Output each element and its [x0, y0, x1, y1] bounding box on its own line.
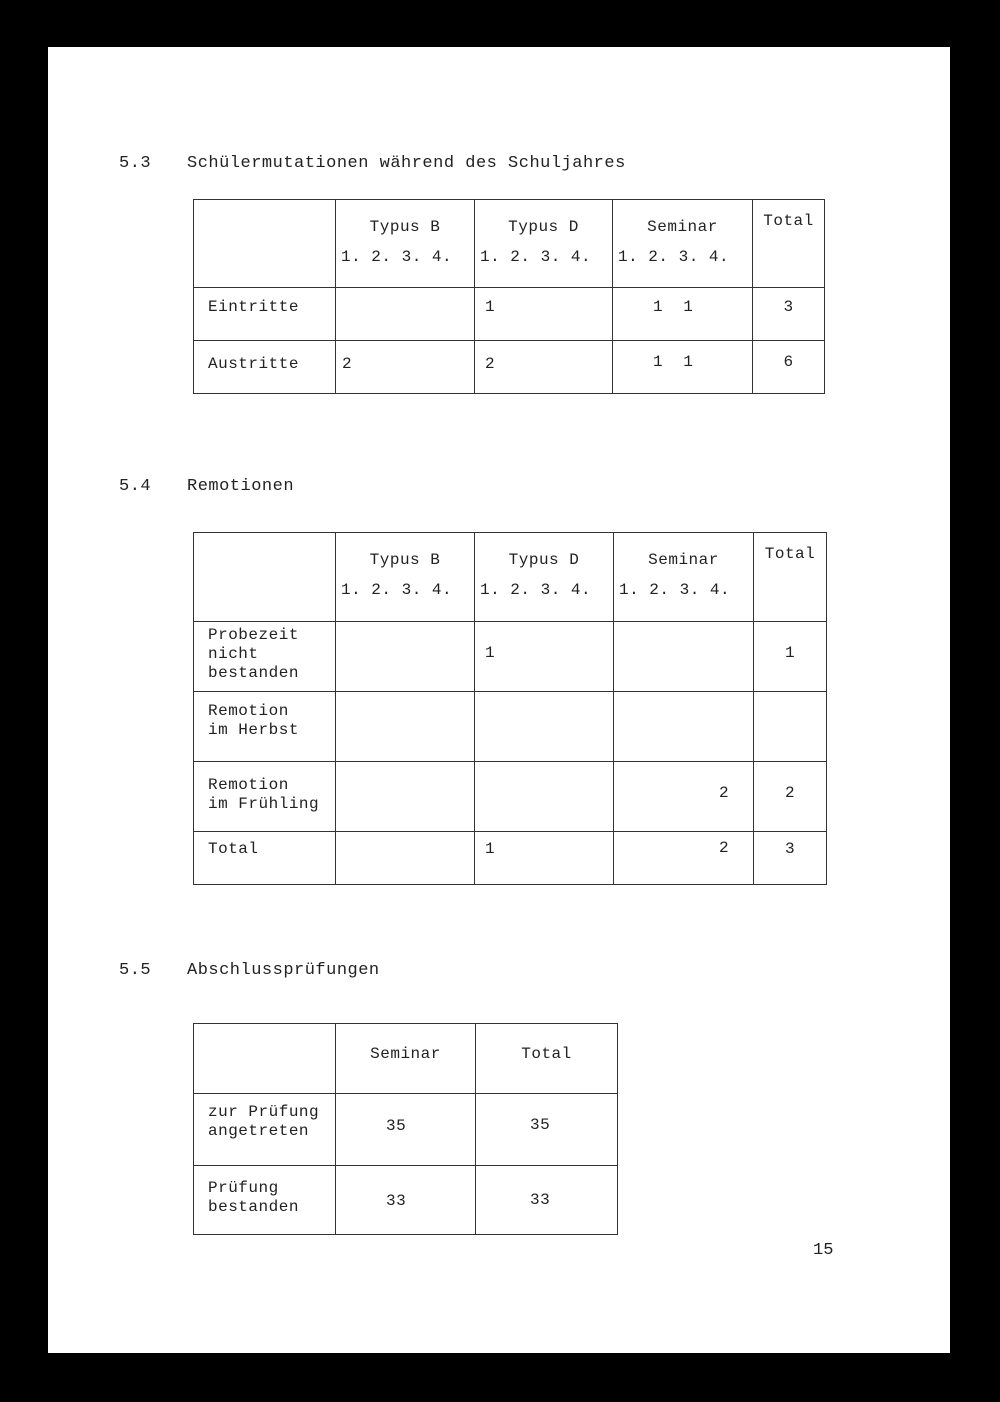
row-label: Eintritte — [194, 288, 336, 341]
table-row — [194, 692, 827, 762]
cell-total: 6 — [753, 341, 825, 394]
cell-total — [754, 692, 827, 762]
header-label: Seminar — [647, 218, 718, 236]
cell-typus-b: 2 — [336, 341, 475, 394]
header-label: Typus D — [508, 551, 580, 569]
cell-typus-b — [336, 288, 475, 341]
row-label: Austritte — [194, 341, 336, 394]
table-row — [194, 1094, 618, 1166]
row-label: Prüfung bestanden — [194, 1166, 336, 1235]
cell-typus-d — [475, 762, 614, 832]
header-total: Total — [754, 533, 827, 622]
cell-total: 33 — [476, 1166, 618, 1235]
table-header-row — [194, 200, 825, 288]
row-label: Remotion im Frühling — [194, 762, 336, 832]
table-row — [194, 762, 827, 832]
header-seminar: Seminar — [336, 1024, 476, 1094]
cell-total: 3 — [753, 288, 825, 341]
header-typus-b — [336, 533, 475, 622]
header-sub: 1. 2. 3. 4. — [480, 248, 592, 266]
cell-typus-d — [475, 692, 614, 762]
section-number: 5.3 — [119, 154, 152, 173]
cell-seminar: 1 1 — [613, 288, 753, 341]
header-typus-d — [475, 533, 614, 622]
mutations-table — [193, 199, 825, 394]
cell-total: 35 — [476, 1094, 618, 1166]
table-row — [194, 622, 827, 692]
table-row — [194, 288, 825, 341]
section-number: 5.4 — [119, 477, 152, 496]
row-label: Remotion im Herbst — [194, 692, 336, 762]
section-number: 5.5 — [119, 961, 152, 980]
cell-seminar: 35 — [336, 1094, 476, 1166]
row-label: Total — [194, 832, 336, 885]
header-empty — [194, 200, 336, 288]
cell-typus-b — [336, 622, 475, 692]
cell-seminar: 2 — [614, 762, 754, 832]
table-header-row — [194, 1024, 618, 1094]
cell-seminar: 1 1 — [613, 341, 753, 394]
cell-typus-b — [336, 832, 475, 885]
header-typus-d — [475, 200, 613, 288]
exams-table — [193, 1023, 618, 1235]
table-header-row — [194, 533, 827, 622]
section-title: Abschlussprüfungen — [187, 961, 380, 980]
cell-seminar: 2 — [614, 832, 754, 885]
header-sub: 1. 2. 3. 4. — [341, 581, 453, 599]
table-row — [194, 341, 825, 394]
header-total: Total — [476, 1024, 618, 1094]
cell-seminar — [614, 622, 754, 692]
row-label: Probezeit nicht bestanden — [194, 622, 336, 692]
header-typus-b — [336, 200, 475, 288]
table-row — [194, 832, 827, 885]
cell-typus-d: 1 — [475, 622, 614, 692]
header-total: Total — [753, 200, 825, 288]
cell-typus-b — [336, 692, 475, 762]
header-seminar — [613, 200, 753, 288]
cell-seminar: 33 — [336, 1166, 476, 1235]
cell-typus-d: 2 — [475, 341, 613, 394]
cell-seminar — [614, 692, 754, 762]
cell-total: 3 — [754, 832, 827, 885]
cell-total: 2 — [754, 762, 827, 832]
cell-typus-d: 1 — [475, 832, 614, 885]
section-title: Remotionen — [187, 477, 295, 496]
section-title: Schülermutationen während des Schuljahres — [187, 154, 626, 173]
header-empty — [194, 1024, 336, 1094]
table-row — [194, 1166, 618, 1235]
document-page — [48, 47, 950, 1353]
cell-total: 1 — [754, 622, 827, 692]
header-label: Typus B — [369, 218, 441, 236]
header-sub: 1. 2. 3. 4. — [618, 248, 730, 266]
header-sub: 1. 2. 3. 4. — [341, 248, 453, 266]
cell-typus-d: 1 — [475, 288, 613, 341]
header-label: Typus B — [369, 551, 441, 569]
header-empty — [194, 533, 336, 622]
header-sub: 1. 2. 3. 4. — [619, 581, 731, 599]
remotionen-table — [193, 532, 827, 885]
header-sub: 1. 2. 3. 4. — [480, 581, 592, 599]
header-seminar — [614, 533, 754, 622]
header-label: Seminar — [648, 551, 719, 569]
page-number: 15 — [813, 1241, 834, 1260]
cell-typus-b — [336, 762, 475, 832]
row-label: zur Prüfung angetreten — [194, 1094, 336, 1166]
header-label: Typus D — [508, 218, 579, 236]
